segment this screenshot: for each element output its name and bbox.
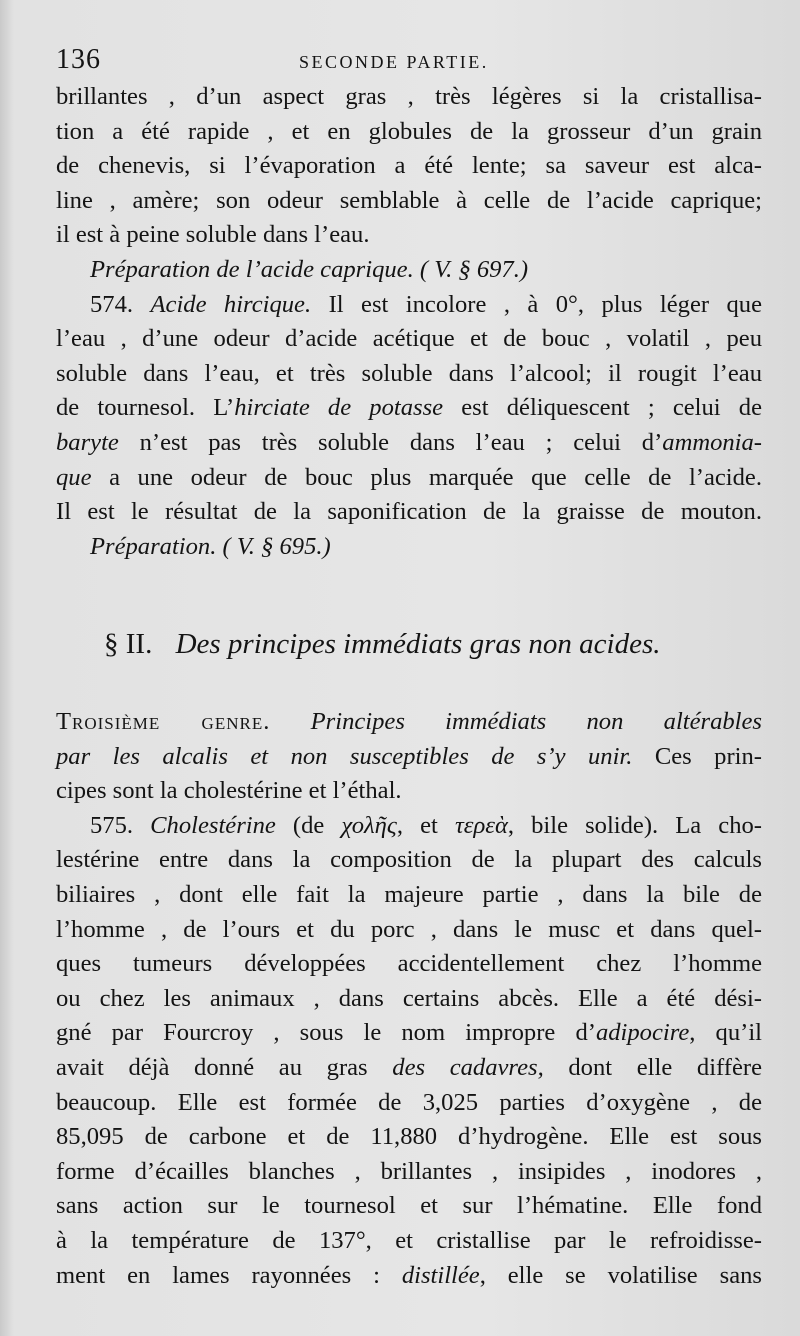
text-line	[56, 288, 762, 323]
term-baryte: baryte	[56, 428, 119, 456]
text-fragment: n’est pas très soluble dans l’eau ; celui d’	[118, 428, 663, 456]
text-fragment: est déliquescent ; celui de	[443, 394, 762, 422]
section-number: II.	[125, 628, 153, 660]
text-line	[56, 705, 762, 740]
text-line: il est à peine soluble dans l’eau.	[56, 221, 370, 249]
text-line: sans action sur le tournesol et sur l’hématine. Elle fond	[56, 1192, 762, 1220]
body-text-lower	[56, 705, 762, 1293]
text-fragment: Ces prin-	[632, 742, 762, 770]
text-line: ques tumeurs développées accidentellement chez l’homme	[56, 950, 762, 978]
text-fragment: (de	[275, 811, 342, 839]
text-line: soluble dans l’eau, et très soluble dans l’alcool; il rougit l’eau	[56, 359, 762, 387]
text-line: line , amère; son odeur semblable à celle de l’acide caprique;	[56, 186, 762, 214]
page-header	[56, 44, 760, 84]
preparation-label: Préparation.	[90, 532, 217, 560]
text-line: de chenevis, si l’évaporation a été lente; sa saveur est alca-	[56, 152, 762, 180]
text-line	[56, 391, 762, 426]
preparation-reference: ( V. § 695.)	[222, 532, 331, 560]
text-line	[56, 809, 762, 844]
running-head: SECONDE PARTIE.	[299, 52, 489, 72]
term-ammoniaque: ammonia-	[662, 428, 762, 456]
text-line: ou chez les animaux , dans certains abcès. Elle a été dési-	[56, 984, 762, 1012]
section-title: Des principes immédiats gras non acides.	[175, 628, 661, 660]
text-line	[56, 740, 762, 775]
term-cadavres: des cadavres,	[392, 1053, 544, 1081]
paragraph-number: 574.	[90, 290, 134, 318]
genre-title: Principes immédiats non altérables	[310, 708, 763, 735]
text-fragment: a une odeur de bouc plus marquée que celle de l’acide.	[91, 463, 762, 491]
text-fragment: Il est incolore , à 0°, plus léger que	[328, 290, 763, 318]
text-line: forme d’écailles blanches , brillantes , insipides , inodores ,	[56, 1157, 762, 1185]
text-fragment: ment en lames rayonnées :	[56, 1261, 402, 1289]
text-line	[56, 461, 762, 496]
term-cholesterine: Cholestérine	[150, 811, 276, 839]
text-fragment: gné par Fourcroy , sous le nom impropre d’	[56, 1019, 596, 1047]
text-line: lestérine entre dans la composition de la plupart des calculs	[56, 846, 762, 874]
text-fragment: dont elle diffère	[543, 1053, 762, 1081]
text-fragment: , qu’il	[689, 1019, 762, 1047]
preparation-label: Préparation de l’acide caprique.	[90, 255, 414, 283]
text-line: biliaires , dont elle fait la majeure partie , dans la bile de	[56, 880, 762, 908]
page-number: 136	[56, 44, 101, 75]
term-adipocire: adipocire	[595, 1019, 690, 1047]
text-line: l’eau , d’une odeur d’acide acétique et de bouc , volatil , peu	[56, 325, 762, 353]
text-line	[56, 426, 762, 461]
term-distillee: distillée	[401, 1261, 480, 1289]
genre-label: Troisième genre.	[56, 708, 271, 735]
text-line: à la température de 137°, et cristallise par le refroidisse-	[56, 1226, 762, 1254]
text-line: brillantes , d’un aspect gras , très légères si la cristallisa-	[56, 83, 762, 110]
text-fragment: , bile solide). La cho-	[507, 811, 762, 839]
text-line: 85,095 de carbone et de 11,880 d’hydrogène. Elle est sous	[56, 1123, 762, 1151]
greek-word: χολῆς	[341, 811, 397, 839]
paragraph-number: 575.	[90, 811, 134, 839]
greek-word: τερεὰ	[454, 811, 508, 839]
term-hirciate: hirciate de potasse	[234, 394, 444, 422]
genre-title: par les alcalis et non susceptibles de s’y unir.	[56, 742, 633, 770]
section-heading	[104, 628, 660, 661]
term-ammoniaque-end: que	[56, 463, 92, 491]
preparation-line	[56, 253, 762, 288]
text-fragment: avait déjà donné au gras	[56, 1053, 393, 1081]
term-acide-hircique: Acide hircique.	[150, 290, 312, 318]
text-line	[56, 1016, 762, 1051]
preparation-line	[56, 530, 762, 565]
text-line: l’homme , de l’ours et du porc , dans le musc et dans quel-	[56, 915, 762, 943]
text-line: cipes sont la cholestérine et l’éthal.	[56, 777, 402, 805]
preparation-reference: ( V. § 697.)	[419, 255, 529, 283]
body-text-upper	[56, 80, 762, 564]
text-fragment: de tournesol. L’	[56, 394, 235, 422]
text-line: beaucoup. Elle est formée de 3,025 parties d’oxygène , de	[56, 1088, 762, 1116]
text-fragment: , elle se volatilise sans	[479, 1261, 762, 1289]
section-mark: §	[104, 628, 119, 660]
text-fragment: , et	[396, 811, 455, 839]
text-line	[56, 1051, 762, 1086]
text-line: tion a été rapide , et en globules de la grosseur d’un grain	[56, 117, 762, 145]
text-line	[56, 1259, 762, 1294]
text-line: Il est le résultat de la saponification de la graisse de mouton.	[56, 498, 762, 526]
